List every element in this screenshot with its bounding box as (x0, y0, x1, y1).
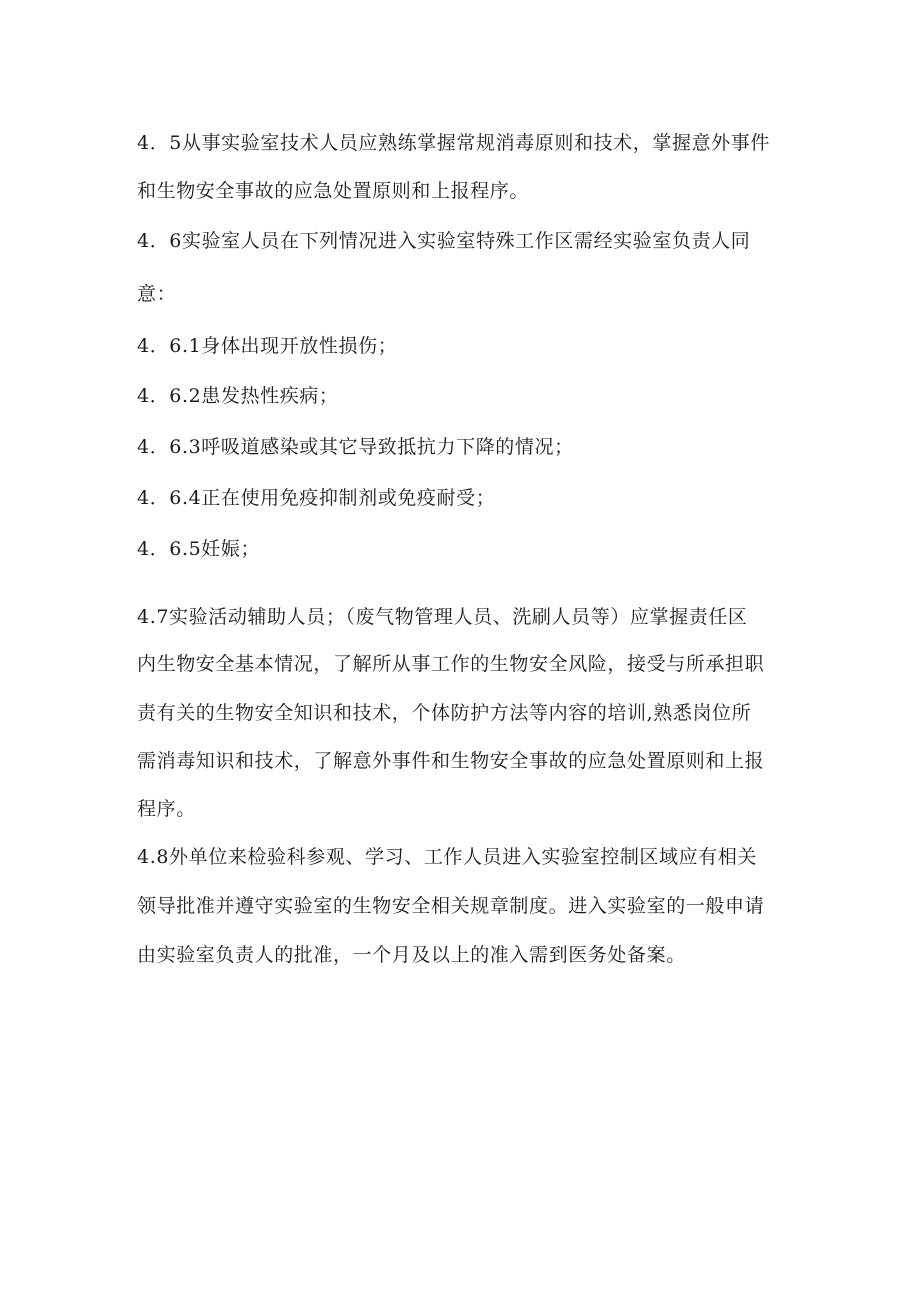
paragraph-4-7-line-2: 内生物安全基本情况，了解所从事工作的生物安全风险，接受与所承担职 (137, 653, 765, 675)
paragraph-4-8-line-1: 4.8外单位来检验科参观、学习、工作人员进入实验室控制区域应有相关 (137, 846, 758, 868)
paragraph-4-7-line-4: 需消毒知识和技术，了解意外事件和生物安全事故的应急处置原则和上报 (137, 750, 765, 772)
paragraph-4-5-line-1: 4．5从事实验室技术人员应熟练掌握常规消毒原则和技术，掌握意外事件 (137, 132, 770, 154)
paragraph-4-6-line-1: 4．6实验室人员在下列情况进入实验室特殊工作区需经实验室负责人同 (137, 230, 751, 252)
item-4-6-3: 4．6.3呼吸道感染或其它导致抵抗力下降的情况； (137, 436, 574, 458)
paragraph-4-7-line-5: 程序。 (137, 798, 196, 820)
paragraph-4-7-line-3: 责有关的生物安全知识和技术，个体防护方法等内容的培训,熟悉岗位所 (137, 702, 752, 724)
item-4-6-1: 4．6.1身体出现开放性损伤； (137, 335, 398, 357)
item-4-6-5: 4．6.5妊娠； (137, 538, 261, 560)
item-4-6-2: 4．6.2患发热性疾病； (137, 385, 339, 407)
paragraph-4-6-line-2: 意： (137, 283, 177, 305)
paragraph-4-8-line-3: 由实验室负责人的批准，一个月及以上的准入需到医务处备案。 (137, 944, 686, 966)
paragraph-4-8-line-2: 领导批准并遵守实验室的生物安全相关规章制度。进入实验室的一般申请 (137, 895, 765, 917)
item-4-6-4: 4．6.4正在使用免疫抑制剂或免疫耐受； (137, 487, 496, 509)
paragraph-4-5-line-2: 和生物安全事故的应急处置原则和上报程序。 (137, 180, 530, 202)
paragraph-4-7-line-1: 4.7实验活动辅助人员；（废气物管理人员、洗刷人员等）应掌握责任区 (137, 606, 748, 628)
